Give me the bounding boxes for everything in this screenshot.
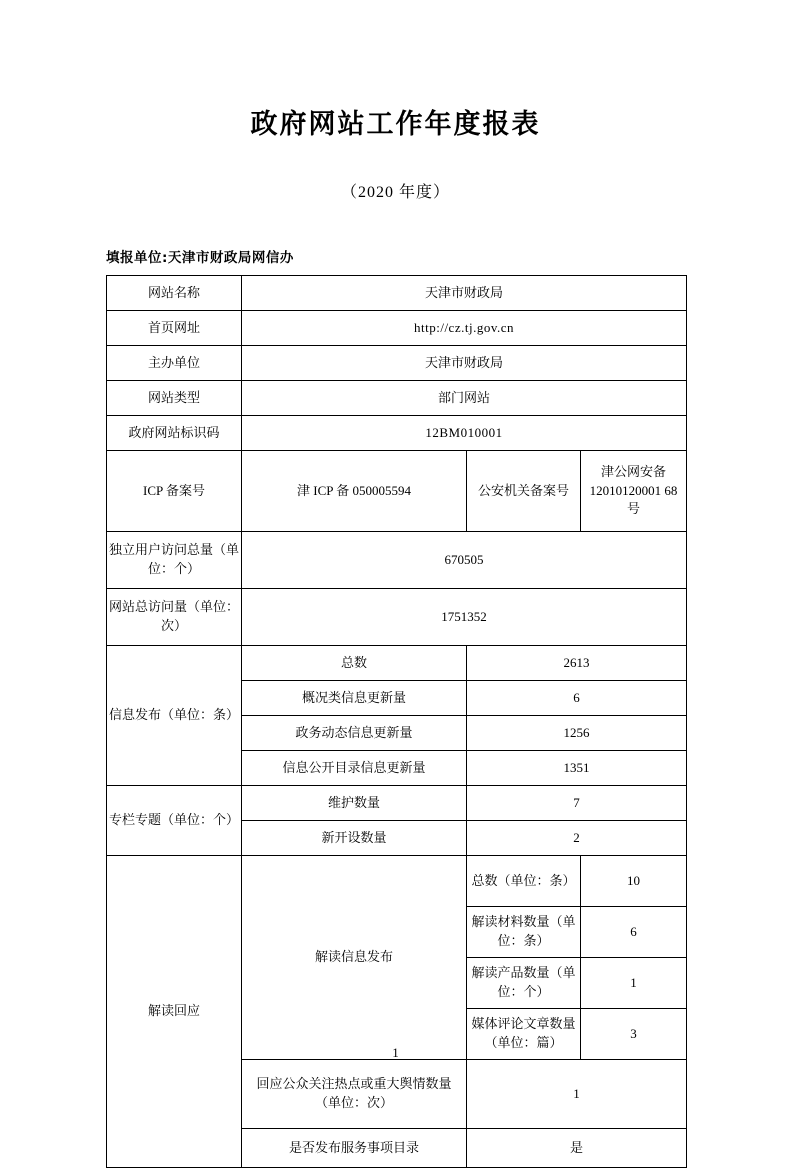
host-unit-value: 天津市财政局 [242,346,687,381]
interpretation-label: 解读回应 [107,856,242,1168]
unique-visitors-value: 670505 [242,532,687,589]
column-maintain-value: 7 [467,786,687,821]
info-disclosure-value: 1351 [467,751,687,786]
table-row [107,346,687,381]
column-new-label: 新开设数量 [242,821,467,856]
table-row [107,856,687,907]
homepage-label: 首页网址 [107,311,242,346]
filing-unit-label: 填报单位:天津市财政局网信办 [106,250,294,266]
page-subtitle: （2020 年度） [340,184,450,201]
interp-media-value: 3 [581,1009,687,1060]
interp-product-value: 1 [581,958,687,1009]
police-record-value: 津公网安备 12010120001 68 号 [581,451,687,532]
table-row [107,589,687,646]
table-row [107,381,687,416]
police-record-label: 公安机关备案号 [467,451,581,532]
interp-media-label: 媒体评论文章数量（单位：篇） [467,1009,581,1060]
interp-total-label: 总数（单位：条） [467,856,581,907]
table-row [107,416,687,451]
service-catalog-value: 是 [467,1129,687,1168]
info-disclosure-label: 信息公开目录信息更新量 [242,751,467,786]
column-new-value: 2 [467,821,687,856]
column-maintain-label: 维护数量 [242,786,467,821]
site-type-label: 网站类型 [107,381,242,416]
response-hot-label: 回应公众关注热点或重大舆情数量（单位：次） [242,1060,467,1129]
site-type-value: 部门网站 [242,381,687,416]
table-row [107,276,687,311]
response-hot-value: 1 [467,1060,687,1129]
table-row [107,646,687,681]
site-code-label: 政府网站标识码 [107,416,242,451]
total-visits-value: 1751352 [242,589,687,646]
icp-label: ICP 备案号 [107,451,242,532]
interp-total-value: 10 [581,856,687,907]
site-code-value: 12BM010001 [242,416,687,451]
table-row [107,532,687,589]
host-unit-label: 主办单位 [107,346,242,381]
page-number: 1 [392,1045,399,1060]
interp-material-label: 解读材料数量（单位：条） [467,907,581,958]
interp-material-value: 6 [581,907,687,958]
icp-value: 津 ICP 备 050005594 [242,451,467,532]
total-visits-label: 网站总访问量（单位：次） [107,589,242,646]
unique-visitors-label: 独立用户访问总量（单位：个） [107,532,242,589]
table-row [107,451,687,532]
interpretation-release-label: 解读信息发布 [242,856,467,1060]
column-topic-label: 专栏专题（单位：个） [107,786,242,856]
site-name-label: 网站名称 [107,276,242,311]
info-dynamic-value: 1256 [467,716,687,751]
info-overview-label: 概况类信息更新量 [242,681,467,716]
table-row [107,311,687,346]
annual-report-table [106,275,687,1168]
info-total-value: 2613 [467,646,687,681]
homepage-value: http://cz.tj.gov.cn [242,311,687,346]
table-row [107,786,687,821]
page-title: 政府网站工作年度报表 [250,109,541,140]
info-total-label: 总数 [242,646,467,681]
info-overview-value: 6 [467,681,687,716]
info-release-label: 信息发布（单位：条） [107,646,242,786]
interp-product-label: 解读产品数量（单位：个） [467,958,581,1009]
info-dynamic-label: 政务动态信息更新量 [242,716,467,751]
service-catalog-label: 是否发布服务事项目录 [242,1129,467,1168]
site-name-value: 天津市财政局 [242,276,687,311]
